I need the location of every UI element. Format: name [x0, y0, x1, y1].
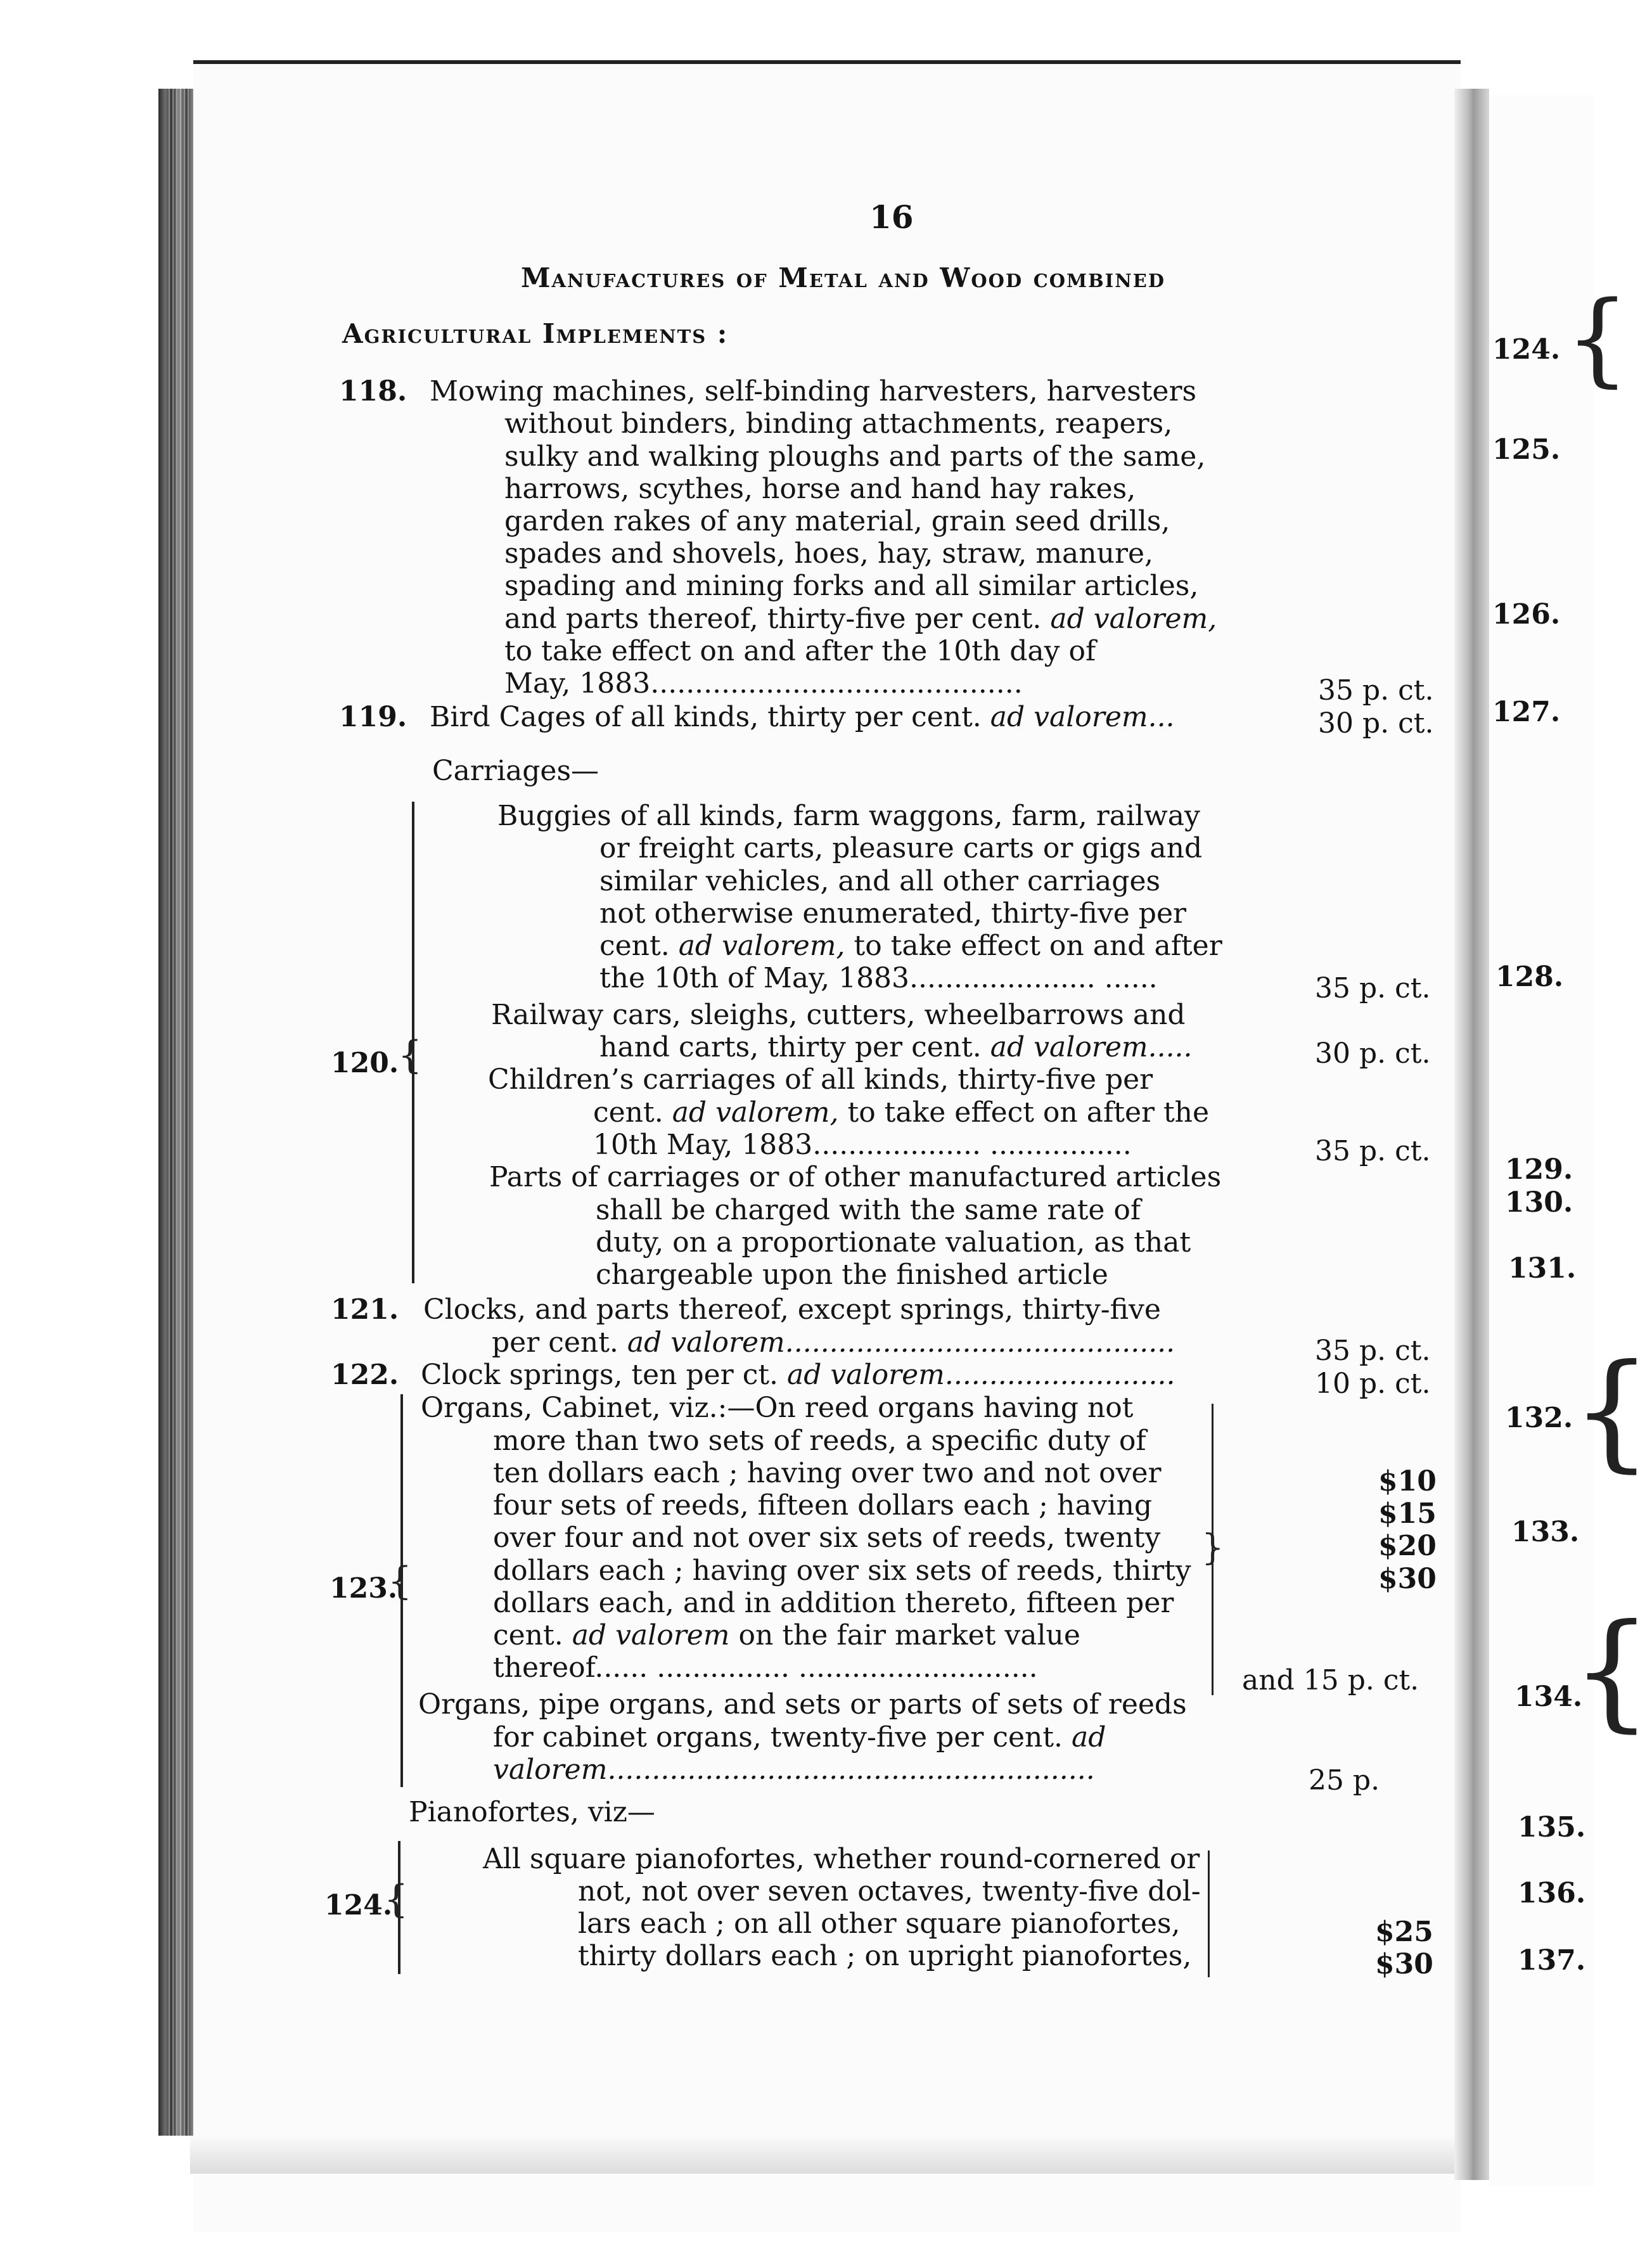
entry-number-118: 118.	[339, 375, 407, 407]
carriages-parts-line-4: chargeable upon the finished article	[596, 1259, 1108, 1291]
entry-118-line-4: harrows, scythes, horse and hand hay rakes,	[504, 473, 1136, 505]
carriages-buggies-line-5: cent. ad valorem, to take effect on and after	[599, 930, 1222, 962]
section-title: Manufactures of Metal and Wood combined	[521, 262, 1165, 293]
carriages-buggies-line-2: or freight carts, pleasure carts or gigs and	[599, 832, 1203, 864]
next-page-number-132: 132.	[1505, 1402, 1573, 1434]
carriages-children-line-1: Children’s carriages of all kinds, thirty-five per	[488, 1063, 1153, 1096]
organs-pipe-line-3: valorem.......................................................	[493, 1754, 1095, 1786]
carriages-railway-rate: 30 p. ct.	[1315, 1037, 1431, 1070]
page-bottom-shadow	[190, 2136, 1464, 2174]
springs-text: Clock springs, ten per ct. ad valorem..........................	[421, 1359, 1175, 1391]
entry-118-line-5: garden rakes of any material, grain seed drills,	[504, 505, 1170, 537]
brace-123-icon: {	[388, 1559, 413, 1603]
next-page-number-126: 126.	[1492, 598, 1561, 631]
brace-120-icon: {	[398, 1033, 423, 1077]
next-page-number-137: 137.	[1518, 1944, 1586, 1977]
next-page-number-135: 135.	[1518, 1811, 1586, 1844]
organs-line-4: four sets of reeds, fifteen dollars each ; having	[493, 1489, 1152, 1522]
organs-line-3: ten dollars each ; having over two and not over	[493, 1457, 1162, 1489]
next-page-number-130: 130.	[1505, 1186, 1573, 1219]
next-page-number-131: 131.	[1508, 1252, 1577, 1285]
next-page-number-129: 129.	[1505, 1153, 1573, 1186]
pianos-line-3: lars each ; on all other square pianofortes,	[578, 1908, 1181, 1940]
entry-118-rate: 35 p. ct.	[1318, 674, 1434, 707]
carriages-buggies-line-6: the 10th of May, 1883..................... ......	[599, 962, 1158, 994]
carriages-buggies-line-4: not otherwise enumerated, thirty-five per	[599, 897, 1187, 930]
entry-119-rate: 30 p. ct.	[1318, 707, 1434, 740]
carriages-heading: Carriages—	[432, 755, 599, 787]
entry-number-121: 121.	[331, 1293, 399, 1326]
carriages-parts-line-1: Parts of carriages or of other manufactured articles	[489, 1161, 1222, 1193]
next-page-brace-3-icon: {	[1572, 1597, 1652, 1745]
entry-118-line-8: and parts thereof, thirty-five per cent. ad valorem,	[504, 603, 1217, 635]
brace-organs-right-icon: }	[1201, 1527, 1224, 1568]
carriages-children-line-3: 10th May, 1883................... ................	[593, 1129, 1132, 1161]
scan-background	[0, 0, 158, 2251]
entry-number-123: 123.	[330, 1572, 398, 1605]
organs-rate-additional: and 15 p. ct.	[1242, 1664, 1419, 1696]
clocks-rate: 35 p. ct.	[1315, 1335, 1431, 1367]
next-page-number-133: 133.	[1511, 1516, 1580, 1548]
entry-118-line-10: May, 1883..........................................	[504, 667, 1023, 700]
entry-118-line-2: without binders, binding attachments, reapers,	[504, 407, 1173, 440]
springs-rate: 10 p. ct.	[1315, 1368, 1431, 1400]
entry-118-line-1: Mowing machines, self-binding harvesters, harvesters	[430, 375, 1197, 407]
pianos-line-2: not, not over seven octaves, twenty-five dol-	[578, 1875, 1201, 1908]
carriages-parts-line-3: duty, on a proportionate valuation, as that	[596, 1226, 1191, 1259]
next-page-brace-1-icon: {	[1565, 279, 1630, 397]
organs-rate-20: $20	[1378, 1530, 1437, 1562]
carriages-buggies-rate: 35 p. ct.	[1315, 972, 1431, 1004]
carriages-railway-line-1: Railway cars, sleighs, cutters, wheelbarrows and	[491, 999, 1186, 1031]
pianos-right-bracket	[1208, 1850, 1210, 1977]
book-gutter	[1454, 89, 1489, 2180]
pianos-line-1: All square pianofortes, whether round-cornered or	[483, 1843, 1200, 1875]
organs-line-9: thereof...... ............... ...........................	[493, 1651, 1038, 1684]
carriages-children-line-2: cent. ad valorem, to take effect on after the	[593, 1096, 1210, 1129]
next-page-number-127: 127.	[1492, 696, 1561, 728]
next-page-brace-2-icon: {	[1572, 1337, 1652, 1485]
carriages-parts-line-2: shall be charged with the same rate of	[596, 1194, 1141, 1226]
organs-rate-10: $10	[1378, 1465, 1437, 1497]
organs-line-2: more than two sets of reeds, a specific duty of	[493, 1425, 1146, 1457]
next-page-number-124: 124.	[1492, 333, 1561, 366]
pianofortes-heading: Pianofortes, viz—	[409, 1796, 655, 1828]
clocks-line-2: per cent. ad valorem............................................	[492, 1326, 1175, 1359]
entry-118-line-9: to take effect on and after the 10th day of	[504, 635, 1096, 667]
next-page-number-136: 136.	[1518, 1877, 1586, 1909]
clocks-line-1: Clocks, and parts thereof, except springs, thirty-five	[423, 1293, 1161, 1326]
pianos-rate-30: $30	[1375, 1948, 1433, 1980]
brace-124-icon: {	[384, 1877, 409, 1921]
carriages-buggies-line-1: Buggies of all kinds, farm waggons, farm, railway	[497, 800, 1200, 832]
entry-number-119: 119.	[339, 701, 407, 733]
organs-pipe-line-2: for cabinet organs, twenty-five per cent. ad	[493, 1721, 1106, 1754]
carriages-buggies-line-3: similar vehicles, and all other carriages	[599, 865, 1161, 897]
subheading-agricultural-implements: Agricultural Implements :	[342, 318, 729, 349]
book-page-edge-stripes	[166, 89, 191, 2136]
organs-line-7: dollars each, and in addition thereto, fifteen per	[493, 1587, 1174, 1619]
organs-rate-15: $15	[1378, 1497, 1437, 1530]
entry-number-122: 122.	[331, 1359, 399, 1391]
next-page-number-134: 134.	[1514, 1681, 1583, 1713]
organs-rate-30: $30	[1378, 1563, 1437, 1595]
facing-page	[1489, 95, 1594, 2186]
carriages-railway-line-2: hand carts, thirty per cent. ad valorem.....	[599, 1031, 1193, 1063]
entry-118-line-3: sulky and walking ploughs and parts of the same,	[504, 440, 1206, 473]
entry-119-text: Bird Cages of all kinds, thirty per cent. ad valorem...	[430, 701, 1175, 733]
entry-118-line-7: spading and mining forks and all similar articles,	[504, 570, 1199, 602]
entry-118-line-6: spades and shovels, hoes, hay, straw, manure,	[504, 537, 1154, 570]
carriages-children-rate: 35 p. ct.	[1315, 1135, 1431, 1167]
entry-number-120: 120.	[331, 1047, 399, 1079]
pianos-line-4: thirty dollars each ; on upright pianofortes,	[578, 1940, 1192, 1972]
organs-line-8: cent. ad valorem on the fair market value	[493, 1619, 1080, 1651]
page-number: 16	[869, 198, 914, 236]
organs-line-5: over four and not over six sets of reeds, twenty	[493, 1522, 1161, 1554]
organs-line-6: dollars each ; having over six sets of reeds, thirty	[493, 1555, 1191, 1587]
entry-number-124: 124.	[324, 1889, 393, 1921]
next-page-number-125: 125.	[1492, 433, 1561, 466]
organs-pipe-rate: 25 p.	[1309, 1764, 1380, 1797]
next-page-number-128: 128.	[1495, 961, 1564, 993]
organs-pipe-line-1: Organs, pipe organs, and sets or parts of sets of reeds	[418, 1688, 1187, 1721]
organs-line-1: Organs, Cabinet, viz.:—On reed organs having not	[421, 1392, 1134, 1424]
pianos-rate-25: $25	[1375, 1916, 1433, 1948]
